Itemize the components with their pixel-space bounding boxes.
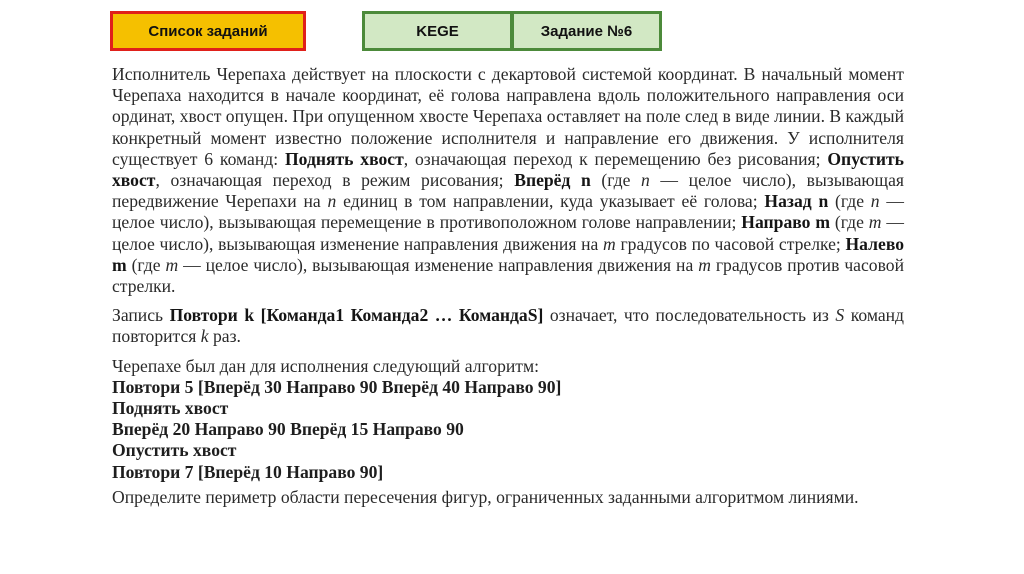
question: Определите периметр области пересечения фигур, ограниченных заданными алгоритмом линиями.: [112, 486, 859, 507]
command-pen-up: Поднять хвост: [284, 148, 404, 169]
command-forward: Вперёд n: [514, 170, 591, 191]
command-pen-down: Опустить хвост: [112, 148, 904, 191]
code-line: Опустить хвост: [112, 440, 237, 461]
problem-text: [112, 64, 904, 508]
kege-button[interactable]: KEGE: [362, 11, 512, 51]
problem-description: Исполнитель Черепаха действует на плоскости с декартовой системой координат. В начальный момент Черепаха находится в начале координат, её голова направлена вдоль положительного направления оси ординат, хвост опущен. При опущенном хвосте Черепаха оставляет на поле след в виде линии. В каждый конкретный момент известно положение исполнителя и направление его движения. У исполнителя существует 6 команд: Поднять хвост, означающая переход к перемещению без рисования; Опустить хвост, означающая переход в режим рисования; Вперёд n (где n — целое число), вызывающая передвижение Черепахи на n единиц в том направлении, куда указывает её голова; Назад n (где n — целое число), вызывающая перемещение в противоположном голове направлении; Направо m (где m — целое число), вызывающая изменение направления движения на m градусов по часовой стрелке; Налево m (где m — целое число), вызывающая изменение направления движения на m градусов против часовой стрелки.: [112, 64, 905, 297]
command-repeat: Повтори k [Команда1 Команда2 … КомандаS]: [169, 305, 544, 326]
command-left: Налево m: [112, 233, 904, 275]
algorithm-code: [112, 377, 904, 483]
code-line: Повтори 7 [Вперёд 10 Направо 90]: [112, 461, 384, 482]
task-6-button[interactable]: Задание №6: [512, 11, 662, 51]
code-line: Вперёд 20 Направо 90 Вперёд 15 Направо 90: [112, 419, 464, 440]
navigation-bar: [0, 0, 1024, 70]
command-back: Назад n: [764, 191, 829, 212]
algorithm-intro: Черепахе был дан для исполнения следующий алгоритм:: [112, 355, 539, 376]
repeat-description: Запись Повтори k [Команда1 Команда2 … КомандаS] означает, что последовательность из S команд повторится k раз.: [112, 305, 905, 347]
code-line: Поднять хвост: [112, 398, 229, 419]
task-list-button[interactable]: Список заданий: [110, 11, 306, 51]
command-right: Направо m: [741, 212, 831, 233]
code-line: Повтори 5 [Вперёд 30 Направо 90 Вперёд 40 Направо 90]: [112, 376, 562, 397]
